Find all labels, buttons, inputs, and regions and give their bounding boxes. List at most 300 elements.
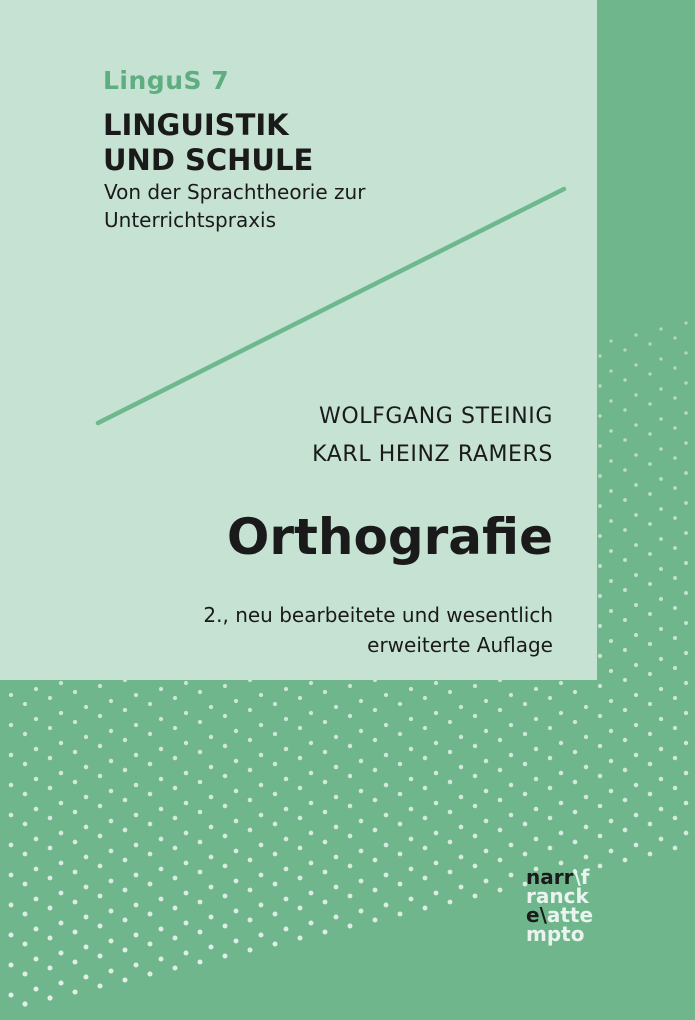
pattern-dot — [459, 705, 463, 709]
pattern-dot — [83, 974, 88, 979]
pattern-dot — [473, 894, 478, 899]
pattern-dot — [684, 711, 688, 715]
pattern-dot — [398, 912, 403, 917]
pattern-dot — [623, 498, 627, 502]
pattern-dot — [9, 843, 14, 848]
pattern-dot — [223, 714, 227, 718]
pattern-dot — [359, 849, 364, 854]
pattern-dot — [384, 843, 389, 848]
pattern-dot — [23, 792, 28, 797]
pattern-dot — [673, 846, 678, 851]
pattern-dot — [173, 696, 177, 700]
publisher-e: e\ — [526, 903, 547, 927]
pattern-dot — [234, 699, 238, 703]
pattern-dot — [23, 762, 27, 766]
pattern-dot — [123, 858, 128, 863]
pattern-dot — [259, 693, 263, 697]
pattern-dot — [684, 321, 687, 324]
pattern-dot — [334, 915, 339, 920]
pattern-dot — [509, 783, 514, 788]
pattern-dot — [409, 777, 414, 782]
pattern-dot — [84, 855, 89, 860]
pattern-dot — [198, 900, 203, 905]
pattern-dot — [609, 369, 612, 372]
pattern-dot — [298, 726, 302, 730]
pattern-dot — [148, 732, 152, 736]
pattern-dot — [148, 702, 152, 706]
pattern-dot — [9, 873, 14, 878]
pattern-dot — [359, 879, 364, 884]
pattern-dot — [659, 807, 664, 812]
pattern-dot — [198, 780, 203, 785]
pattern-dot — [9, 813, 14, 818]
pattern-dot — [434, 891, 439, 896]
pattern-dot — [348, 774, 353, 779]
pattern-dot — [448, 840, 453, 845]
pattern-dot — [459, 885, 464, 890]
pattern-dot — [8, 962, 13, 967]
pattern-dot — [623, 468, 627, 472]
pattern-dot — [573, 720, 577, 724]
pattern-dot — [659, 387, 662, 390]
pattern-dot — [47, 965, 52, 970]
pattern-dot — [659, 657, 663, 661]
pattern-dot — [259, 843, 264, 848]
pattern-dot — [273, 702, 277, 706]
pattern-dot — [398, 732, 402, 736]
pattern-dot — [384, 783, 389, 788]
pattern-dot — [659, 777, 664, 782]
pattern-dot — [448, 720, 452, 724]
pattern-dot — [634, 723, 638, 727]
pattern-dot — [23, 852, 28, 857]
pattern-dot — [598, 384, 601, 387]
pattern-dot — [459, 765, 463, 769]
pattern-dot — [48, 816, 53, 821]
pattern-dot — [198, 840, 203, 845]
pattern-dot — [348, 924, 353, 929]
pattern-dot — [423, 906, 428, 911]
pattern-dot — [159, 807, 164, 812]
pattern-dot — [473, 834, 478, 839]
pattern-dot — [84, 735, 88, 739]
pattern-dot — [158, 956, 163, 961]
pattern-dot — [234, 729, 238, 733]
pattern-dot — [248, 828, 253, 833]
pattern-dot — [209, 855, 214, 860]
pattern-dot — [84, 705, 88, 709]
author-1: WOLFGANG STEINIG — [319, 404, 553, 429]
pattern-dot — [634, 573, 638, 577]
pattern-dot — [48, 696, 52, 700]
pattern-dot — [98, 714, 102, 718]
pattern-dot — [459, 855, 464, 860]
pattern-dot — [248, 888, 253, 893]
pattern-dot — [609, 579, 613, 583]
pattern-dot — [59, 711, 63, 715]
pattern-dot — [648, 432, 652, 436]
pattern-dot — [373, 738, 377, 742]
pattern-dot — [559, 681, 563, 685]
pattern-dot — [184, 771, 189, 776]
pattern-dot — [634, 333, 637, 336]
pattern-dot — [59, 861, 64, 866]
pattern-dot — [373, 768, 377, 772]
pattern-dot — [409, 897, 414, 902]
pattern-dot — [484, 879, 489, 884]
pattern-dot — [523, 852, 528, 857]
pattern-dot — [634, 423, 638, 427]
pattern-dot — [548, 786, 553, 791]
pattern-dot — [284, 807, 289, 812]
pattern-dot — [122, 977, 127, 982]
pattern-dot — [448, 780, 453, 785]
pattern-dot — [659, 357, 662, 360]
pattern-dot — [209, 915, 214, 920]
pattern-dot — [309, 741, 313, 745]
pattern-dot — [598, 414, 601, 417]
pattern-dot — [198, 930, 203, 935]
pattern-dot — [498, 858, 503, 863]
pattern-dot — [484, 789, 489, 794]
pattern-dot — [134, 783, 139, 788]
pattern-dot — [648, 552, 652, 556]
pattern-dot — [509, 693, 513, 697]
pattern-dot — [273, 822, 278, 827]
pattern-dot — [47, 995, 52, 1000]
pattern-dot — [534, 777, 539, 782]
pattern-dot — [659, 417, 662, 420]
pattern-dot — [298, 696, 302, 700]
pattern-dot — [98, 834, 103, 839]
pattern-dot — [123, 918, 128, 923]
pattern-dot — [198, 750, 202, 754]
pattern-dot — [259, 723, 263, 727]
pattern-dot — [648, 372, 651, 375]
pattern-dot — [384, 813, 389, 818]
pattern-dot — [634, 513, 638, 517]
pattern-dot — [434, 771, 439, 776]
pattern-dot — [398, 792, 403, 797]
pattern-dot — [609, 609, 613, 613]
pattern-dot — [398, 852, 403, 857]
pattern-dot — [298, 876, 303, 881]
pattern-dot — [34, 717, 38, 721]
pattern-dot — [184, 891, 189, 896]
pattern-dot — [9, 753, 13, 757]
pattern-dot — [598, 864, 603, 869]
pattern-dot — [523, 762, 527, 766]
pattern-dot — [184, 801, 189, 806]
pattern-dot — [359, 729, 363, 733]
pattern-dot — [34, 897, 39, 902]
pattern-dot — [323, 840, 328, 845]
edition-note — [203, 600, 553, 660]
pattern-dot — [23, 912, 28, 917]
pattern-dot — [423, 786, 428, 791]
pattern-dot — [148, 792, 153, 797]
author-2: KARL HEINZ RAMERS — [312, 442, 553, 467]
pattern-dot — [434, 741, 438, 745]
pattern-dot — [648, 642, 652, 646]
pattern-dot — [59, 801, 64, 806]
pattern-dot — [248, 738, 252, 742]
pattern-dot — [234, 939, 239, 944]
pattern-dot — [159, 927, 164, 932]
pattern-dot — [184, 831, 189, 836]
pattern-dot — [448, 750, 452, 754]
pattern-dot — [109, 879, 114, 884]
pattern-dot — [259, 903, 264, 908]
pattern-dot — [284, 687, 288, 691]
pattern-dot — [209, 945, 214, 950]
pattern-dot — [323, 750, 327, 754]
pattern-dot — [384, 693, 388, 697]
pattern-dot — [559, 771, 564, 776]
pattern-dot — [623, 528, 627, 532]
pattern-dot — [598, 444, 602, 448]
pattern-dot — [534, 747, 538, 751]
pattern-dot — [134, 693, 138, 697]
pattern-dot — [109, 939, 114, 944]
pattern-dot — [148, 942, 153, 947]
pattern-dot — [298, 816, 303, 821]
pattern-dot — [398, 882, 403, 887]
pattern-dot — [298, 846, 303, 851]
pattern-dot — [48, 936, 53, 941]
pattern-dot — [334, 705, 338, 709]
pattern-dot — [284, 777, 289, 782]
pattern-dot — [134, 903, 139, 908]
pattern-dot — [609, 639, 613, 643]
pattern-dot — [634, 753, 638, 757]
pattern-dot — [133, 962, 138, 967]
pattern-dot — [609, 819, 614, 824]
pattern-dot — [22, 1001, 27, 1006]
pattern-dot — [598, 654, 602, 658]
pattern-dot — [98, 894, 103, 899]
pattern-dot — [684, 381, 687, 384]
pattern-dot — [334, 825, 339, 830]
pattern-dot — [298, 756, 302, 760]
pattern-dot — [384, 903, 389, 908]
pattern-dot — [59, 891, 64, 896]
pattern-dot — [97, 953, 102, 958]
pattern-dot — [98, 924, 103, 929]
pattern-dot — [123, 828, 128, 833]
pattern-dot — [73, 930, 78, 935]
pattern-dot — [159, 747, 163, 751]
edition-line-1: 2., neu bearbeitete und wesentlich — [203, 603, 553, 627]
pattern-dot — [509, 723, 513, 727]
pattern-dot — [473, 804, 478, 809]
pattern-dot — [434, 861, 439, 866]
pattern-dot — [109, 729, 113, 733]
pattern-dot — [159, 867, 164, 872]
series-title-line-1: LINGUISTIK — [103, 108, 289, 142]
pattern-dot — [298, 906, 303, 911]
pattern-dot — [147, 971, 152, 976]
pattern-dot — [434, 801, 439, 806]
pattern-dot — [159, 717, 163, 721]
pattern-dot — [98, 774, 103, 779]
pattern-dot — [609, 759, 613, 763]
pattern-dot — [609, 549, 613, 553]
pattern-dot — [598, 624, 602, 628]
pattern-dot — [73, 750, 77, 754]
pattern-dot — [684, 651, 688, 655]
pattern-dot — [609, 399, 612, 402]
pattern-dot — [273, 912, 278, 917]
pattern-dot — [648, 822, 653, 827]
pattern-dot — [384, 753, 388, 757]
pattern-dot — [659, 717, 663, 721]
pattern-dot — [109, 759, 113, 763]
pattern-dot — [659, 327, 662, 330]
pattern-dot — [409, 687, 413, 691]
pattern-dot — [609, 669, 613, 673]
pattern-dot — [234, 879, 239, 884]
pattern-dot — [473, 714, 477, 718]
pattern-dot — [59, 951, 64, 956]
pattern-dot — [323, 900, 328, 905]
pattern-dot — [584, 765, 588, 769]
pattern-dot — [184, 921, 189, 926]
pattern-dot — [73, 690, 77, 694]
pattern-dot — [648, 492, 652, 496]
pattern-dot — [309, 711, 313, 715]
pattern-dot — [59, 921, 64, 926]
pattern-dot — [234, 759, 238, 763]
pattern-dot — [209, 885, 214, 890]
pattern-dot — [184, 711, 188, 715]
pattern-dot — [598, 774, 603, 779]
pattern-dot — [498, 738, 502, 742]
pattern-dot — [197, 959, 202, 964]
pattern-dot — [198, 720, 202, 724]
pattern-dot — [684, 351, 687, 354]
subtitle-line-2: Unterrichtspraxis — [104, 208, 277, 232]
pattern-dot — [134, 873, 139, 878]
pattern-dot — [373, 708, 377, 712]
pattern-dot — [634, 393, 637, 396]
pattern-dot — [634, 813, 639, 818]
pattern-dot — [259, 753, 263, 757]
pattern-dot — [423, 816, 428, 821]
pattern-dot — [684, 621, 688, 625]
pattern-dot — [459, 825, 464, 830]
pattern-dot — [484, 699, 488, 703]
pattern-dot — [359, 759, 363, 763]
pattern-dot — [309, 801, 314, 806]
pattern-dot — [534, 687, 538, 691]
pattern-dot — [298, 786, 303, 791]
pattern-dot — [109, 789, 114, 794]
pattern-dot — [484, 759, 488, 763]
pattern-dot — [634, 453, 638, 457]
pattern-dot — [634, 603, 638, 607]
pattern-dot — [23, 822, 28, 827]
pattern-dot — [673, 726, 677, 730]
pattern-dot — [609, 789, 614, 794]
pattern-dot — [9, 723, 13, 727]
pattern-dot — [22, 971, 27, 976]
pattern-dot — [459, 795, 464, 800]
pattern-dot — [659, 627, 663, 631]
pattern-dot — [448, 900, 453, 905]
pattern-dot — [148, 852, 153, 857]
pattern-dot — [273, 942, 278, 947]
pattern-dot — [123, 768, 127, 772]
pattern-dot — [334, 765, 338, 769]
pattern-dot — [373, 828, 378, 833]
pattern-dot — [9, 783, 14, 788]
pattern-dot — [223, 864, 228, 869]
pattern-dot — [173, 906, 178, 911]
pattern-dot — [334, 885, 339, 890]
pattern-dot — [273, 762, 277, 766]
pattern-dot — [59, 681, 63, 685]
pattern-dot — [384, 873, 389, 878]
pattern-dot — [473, 864, 478, 869]
pattern-dot — [648, 582, 652, 586]
pattern-dot — [409, 747, 413, 751]
pattern-dot — [84, 945, 89, 950]
pattern-dot — [623, 768, 627, 772]
pattern-dot — [673, 456, 677, 460]
pattern-dot — [634, 663, 638, 667]
pattern-dot — [609, 339, 612, 342]
pattern-dot — [248, 798, 253, 803]
pattern-dot — [373, 858, 378, 863]
pattern-dot — [673, 486, 677, 490]
series-title-line-2: UND SCHULE — [103, 143, 314, 177]
pattern-dot — [473, 774, 478, 779]
pattern-dot — [498, 798, 503, 803]
publisher-narr: narr — [526, 865, 574, 889]
pattern-dot — [48, 876, 53, 881]
pattern-dot — [134, 813, 139, 818]
pattern-dot — [559, 711, 563, 715]
pattern-dot — [123, 888, 128, 893]
pattern-dot — [673, 666, 677, 670]
pattern-dot — [58, 980, 63, 985]
pattern-dot — [198, 690, 202, 694]
pattern-dot — [423, 726, 427, 730]
pattern-dot — [348, 834, 353, 839]
pattern-dot — [223, 894, 228, 899]
pattern-dot — [134, 723, 138, 727]
pattern-dot — [609, 489, 613, 493]
pattern-dot — [523, 702, 527, 706]
pattern-dot — [409, 807, 414, 812]
pattern-dot — [223, 924, 228, 929]
pattern-dot — [598, 744, 602, 748]
pattern-dot — [8, 992, 13, 997]
pattern-dot — [534, 837, 539, 842]
pattern-dot — [284, 927, 289, 932]
pattern-dot — [609, 519, 613, 523]
pattern-dot — [484, 819, 489, 824]
pattern-dot — [209, 825, 214, 830]
pattern-dot — [659, 747, 663, 751]
publisher-line-4: mpto — [526, 922, 585, 946]
pattern-dot — [234, 789, 239, 794]
pattern-dot — [48, 846, 53, 851]
pattern-dot — [59, 741, 63, 745]
pattern-dot — [108, 968, 113, 973]
pattern-dot — [373, 918, 378, 923]
